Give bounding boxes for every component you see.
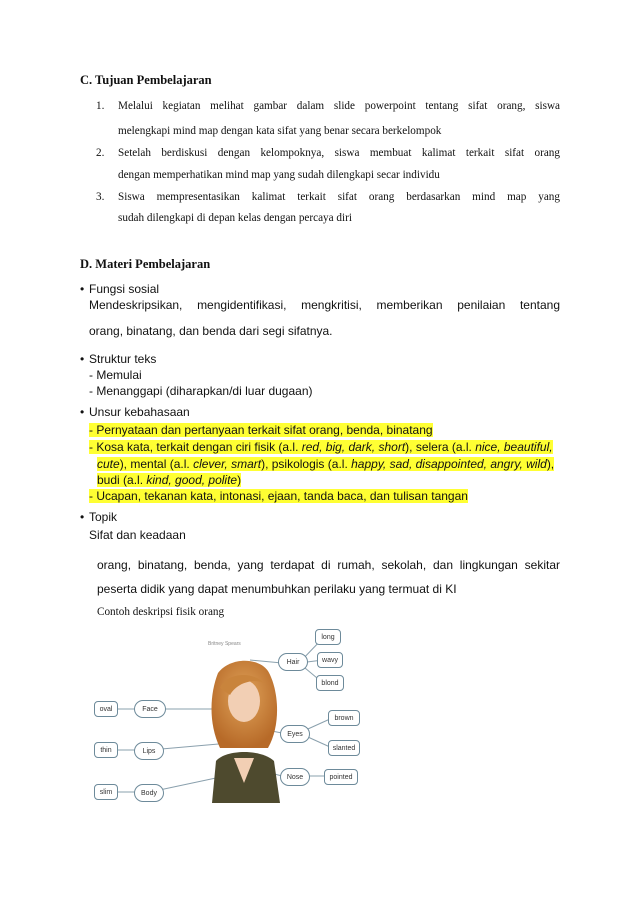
leaf-slanted: slanted [328,740,360,756]
hub-body: Body [134,784,164,802]
hub-eyes: Eyes [280,725,310,743]
fungsi-line1: Mendeskripsikan, mengidentifikasi, mengkritisi, memberikan penilaian tentang [89,298,560,312]
fungsi-line2: orang, binatang, dan benda dari segi sifatnya. [89,324,333,338]
photo-caption: Britney Spears [208,641,241,647]
unsur-item-2-line2: cute), mental (a.l. clever, smart), psikologis (a.l. happy, sad, disappointed, angry, wild), [97,457,555,471]
leaf-pointed: pointed [324,769,358,785]
fungsi-title: Fungsi sosial [89,282,160,296]
leaf-oval: oval [94,701,118,717]
topik-line3: Contoh deskripsi fisik orang [97,606,225,618]
hub-face: Face [134,700,166,718]
leaf-long: long [315,629,341,645]
hub-hair: Hair [278,653,308,671]
goal-3-line1: Siswa mempresentasikan kalimat terkait sifat orang berdasarkan mind map yang [118,191,560,203]
topik-line2: peserta didik yang dapat menumbuhkan perilaku yang termuat di KI [97,582,457,596]
unsur-item-3: - Ucapan, tekanan kata, intonasi, ejaan, tanda baca, dan tulisan tangan [89,489,468,503]
leaf-blond: blond [316,675,344,691]
leaf-wavy: wavy [317,652,343,668]
struktur-item-2: - Menanggapi (diharapkan/di luar dugaan) [89,384,313,398]
goal-3-line2: sudah dilengkapi di depan kelas dengan percaya diri [118,212,352,224]
leaf-slim: slim [94,784,118,800]
leaf-thin: thin [94,742,118,758]
goal-1-line1: Melalui kegiatan melihat gambar dalam slide powerpoint tentang sifat orang, siswa [118,100,560,112]
hub-lips: Lips [134,742,164,760]
goal-3-number: 3. [96,191,105,203]
struktur-item-1: - Memulai [89,368,142,382]
section-d-heading: D. Materi Pembelajaran [80,257,211,271]
topik-line1: orang, binatang, benda, yang terdapat di rumah, sekolah, dan lingkungan sekitar [97,558,560,572]
bullet-icon: • [80,510,85,524]
bullet-icon: • [80,352,85,366]
unsur-title: Unsur kebahasaan [89,405,190,419]
goal-1-line2: melengkapi mind map dengan kata sifat yang benar secara berkelompok [118,125,442,137]
leaf-brown: brown [328,710,360,726]
topik-title: Topik [89,510,118,524]
bullet-icon: • [80,405,85,419]
unsur-item-2-line3: budi (a.l. kind, good, polite) [97,473,242,487]
goal-2-number: 2. [96,147,105,159]
section-c-heading: C. Tujuan Pembelajaran [80,73,212,87]
hub-nose: Nose [280,768,310,786]
goal-1-number: 1. [96,100,105,112]
mind-map [90,625,360,825]
bullet-icon: • [80,282,85,296]
goal-2-line1: Setelah berdiskusi dengan kelompoknya, siswa membuat kalimat terkait sifat orang [118,147,560,159]
struktur-title: Struktur teks [89,352,157,366]
goal-2-line2: dengan memperhatikan mind map yang sudah dilengkapi secar individu [118,169,440,181]
unsur-item-1: - Pernyataan dan pertanyaan terkait sifat orang, benda, binatang [89,423,433,437]
topik-subtitle: Sifat dan keadaan [89,528,186,542]
unsur-item-2-line1: - Kosa kata, terkait dengan ciri fisik (a.l. red, big, dark, short), selera (a.l. nice, beautiful, [89,440,553,454]
